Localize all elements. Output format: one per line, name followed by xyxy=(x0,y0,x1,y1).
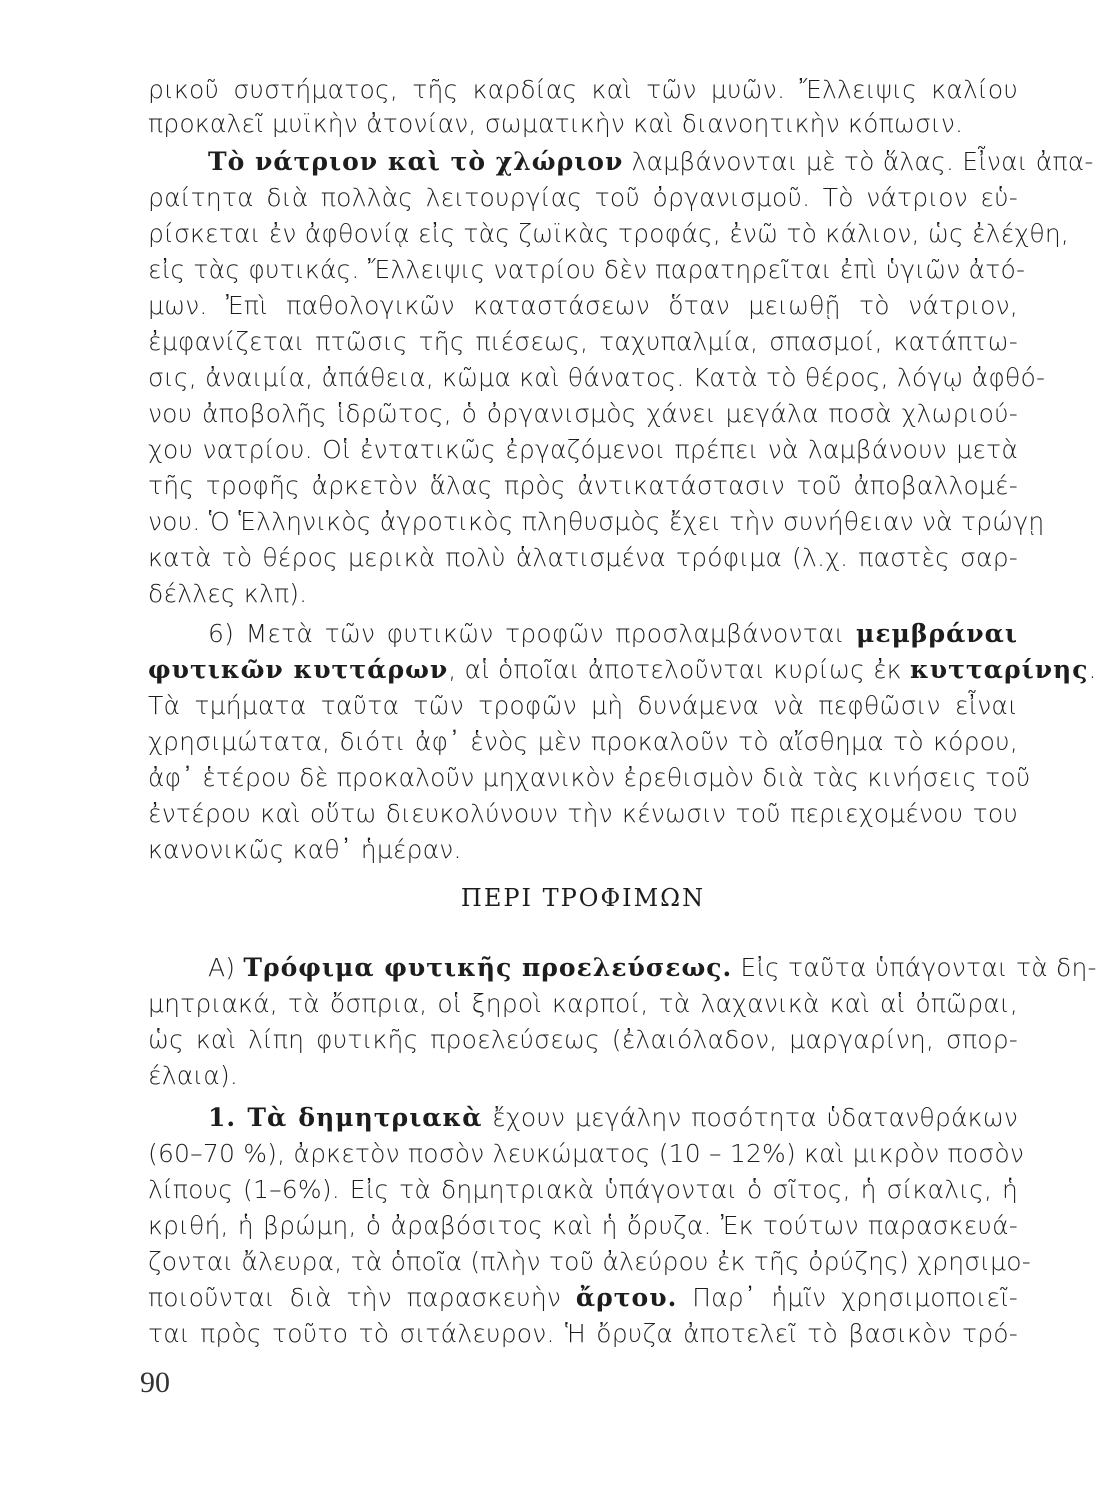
text-line: κανονικῶς καθ᾽ ἡμέραν. xyxy=(148,835,462,864)
text-line: Α) Τρόφιμα φυτικῆς προελεύσεως. Εἰς ταῦτα ὑπάγονται τὰ δη- xyxy=(208,953,1097,982)
text-line: κατὰ τὸ θέρος μερικὰ πολὺ ἁλατισμένα τρόφιμα (λ.χ. παστὲς σαρ- xyxy=(148,543,1018,572)
text-line: ποιοῦνται διὰ τὴν παρασκευὴν ἄρτου. Παρ᾽ ἡμῖν χρησιμοποιεῖ- xyxy=(148,1283,1018,1312)
text-line: φυτικῶν κυττάρων, αἱ ὁποῖαι ἀποτελοῦνται κυρίως ἐκ κυτταρίνης. xyxy=(148,655,1097,684)
text-line: ἀφ᾽ ἑτέρου δὲ προκαλοῦν μηχανικὸν ἐρεθισμὸν διὰ τὰς κινήσεις τοῦ xyxy=(148,763,1031,792)
text-line: 1. Τὰ δημητριακὰ ἔχουν μεγάλην ποσότητα ὑδατανθράκων xyxy=(208,1103,1018,1132)
text-line: έλαια). xyxy=(148,1061,239,1090)
text-line: ἐντέρου καὶ οὕτω διευκολύνουν τὴν κένωσιν τοῦ περιεχομένου του xyxy=(148,799,1018,828)
text-line: ἐμφανίζεται πτῶσις τῆς πιέσεως, ταχυπαλμία, σπασμοί, κατάπτω- xyxy=(148,327,1018,356)
text-line: ται πρὸς τοῦτο τὸ σιτάλευρον. Ἡ ὄρυζα ἀποτελεῖ τὸ βασικὸν τρό- xyxy=(148,1319,1018,1348)
text-line: μητριακά, τὰ ὄσπρια, οἱ ξηροὶ καρποί, τὰ λαχανικὰ καὶ αἱ ὀπῶραι, xyxy=(148,989,1018,1018)
text-line: νου ἀποβολῆς ἱδρῶτος, ὁ ὀργανισμὸς χάνει μεγάλα ποσὰ χλωριού- xyxy=(148,399,1018,428)
text-line: ζονται ἄλευρα, τὰ ὁποῖα (πλὴν τοῦ ἀλεύρου ἐκ τῆς ὀρύζης) χρησιμο- xyxy=(148,1247,1031,1276)
text-line: εἰς τὰς φυτικάς. Ἔλλειψις νατρίου δὲν παρατηρεῖται ἐπὶ ὑγιῶν ἀτό- xyxy=(148,255,1026,284)
text-line: Τὰ τμήματα ταῦτα τῶν τροφῶν μὴ δυνάμενα νὰ πεφθῶσιν εἶναι xyxy=(148,691,1018,720)
text-line: χου νατρίου. Οἱ ἐντατικῶς ἐργαζόμενοι πρέπει νὰ λαμβάνουν μετὰ xyxy=(148,435,1018,464)
text-line: ραίτητα διὰ πολλὰς λειτουργίας τοῦ ὀργανισμοῦ. Τὸ νάτριον εὑ- xyxy=(148,183,1018,212)
text-line: (60–70 %), ἀρκετὸν ποσὸν λευκώματος (10 – 12%) καὶ μικρὸν ποσὸν xyxy=(148,1139,1025,1168)
text-line: χρησιμώτατα, διότι ἀφ᾽ ἑνὸς μὲν προκαλοῦν τὸ αἴσθημα τὸ κόρου, xyxy=(148,727,1018,756)
text-line: προκαλεῖ μυϊκὴν ἀτονίαν, σωματικὴν καὶ διανοητικὴν κόπωσιν. xyxy=(148,109,964,138)
text-line: ρικοῦ συστήματος, τῆς καρδίας καὶ τῶν μυῶν. Ἔλλειψις καλίου xyxy=(148,75,1018,104)
text-line: ρίσκεται ἐν ἀφθονίᾳ εἰς τὰς ζωϊκὰς τροφάς, ἐνῶ τὸ κάλιον, ὡς ἐλέχθη, xyxy=(148,219,1070,248)
section-heading: ΠΕΡΙ ΤΡΟΦΙΜΩΝ xyxy=(460,884,706,912)
text-line: 6) Μετὰ τῶν φυτικῶν τροφῶν προσλαμβάνονται μεμβράναι xyxy=(208,619,1018,648)
text-line: ὡς καὶ λίπη φυτικῆς προελεύσεως (ἐλαιόλαδον, μαργαρίνη, σπορ- xyxy=(148,1025,1018,1054)
text-line: σις, ἀναιμία, ἀπάθεια, κῶμα καὶ θάνατος. Κατὰ τὸ θέρος, λόγῳ ἀφθό- xyxy=(148,363,1046,392)
text-line: νου. Ὁ Ἑλληνικὸς ἀγροτικὸς πληθυσμὸς ἔχει τὴν συνήθειαν νὰ τρώγῃ xyxy=(148,507,1045,536)
text-line: λίπους (1–6%). Εἰς τὰ δημητριακὰ ὑπάγονται ὁ σῖτος, ἡ σίκαλις, ἡ xyxy=(148,1175,1018,1204)
text-line: δέλλες κλπ). xyxy=(148,579,308,608)
text-line: μων. Ἐπὶ παθολογικῶν καταστάσεων ὅταν μειωθῇ τὸ νάτριον, xyxy=(148,291,1018,320)
text-line: Τὸ νάτριον καὶ τὸ χλώριον λαμβάνονται μὲ τὸ ἅλας. Εἶναι ἀπα- xyxy=(208,147,1094,176)
text-line: τῆς τροφῆς ἀρκετὸν ἅλας πρὸς ἀντικατάστασιν τοῦ ἀποβαλλομέ- xyxy=(148,471,1018,500)
text-line: κριθή, ἡ βρώμη, ὁ ἀραβόσιτος καὶ ἡ ὄρυζα. Ἐκ τούτων παρασκευά- xyxy=(148,1211,1018,1240)
page-number: 90 xyxy=(140,1366,170,1399)
